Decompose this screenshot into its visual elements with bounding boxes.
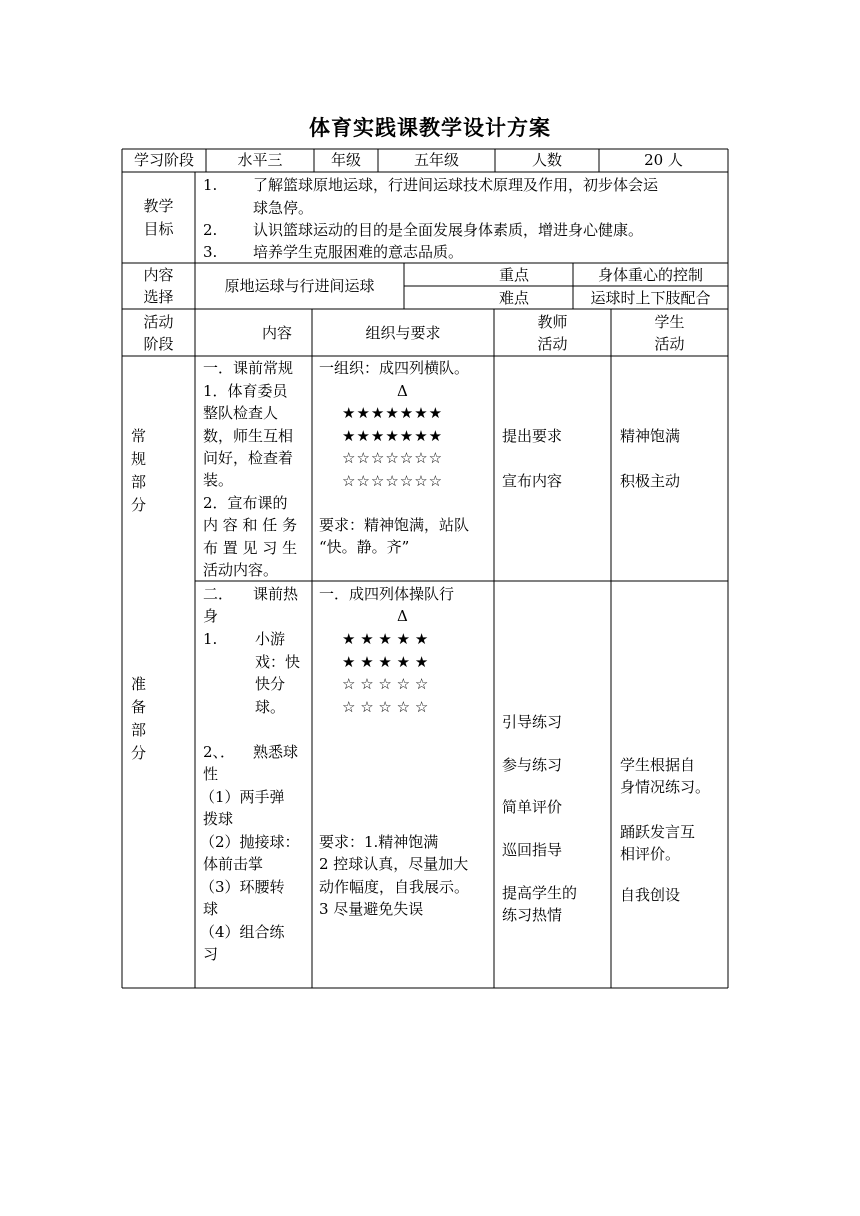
col-content: 内容 [262, 324, 293, 342]
goal-item-1 [203, 174, 658, 197]
routine-student-2: 积极主动 [620, 472, 681, 490]
warmup-requirement-line: 动作幅度，自我展示。 [319, 878, 470, 896]
warmup-teacher-line: 巡回指导 [502, 841, 563, 859]
document-title: 体育实践课教学设计方案 [309, 115, 551, 140]
warmup-stage-4: 分 [131, 744, 147, 762]
warmup-content-line: 2、． [203, 743, 236, 761]
goal-number: 1. [203, 176, 218, 194]
routine-content-line: 一．课前常规 [203, 359, 294, 377]
teacher-position-mark: Δ [397, 382, 408, 400]
routine-student-1: 精神饱满 [620, 427, 681, 445]
routine-content-line: 装。 [203, 471, 234, 489]
warmup-content-line: 性 [203, 765, 219, 783]
col-stage-2: 阶段 [143, 335, 174, 353]
warmup-student-line: 踊跃发言互 [620, 823, 696, 841]
routine-content-line: 1．体育委员 [203, 382, 288, 400]
formation-row-hollow: ☆☆☆☆☆☆☆ [342, 472, 444, 490]
content-label-1: 内容 [143, 266, 174, 284]
warmup-content-line: 小游 [255, 630, 286, 648]
warmup-student-line: 学生根据自 [620, 756, 696, 774]
goals-label-1: 教学 [143, 197, 174, 215]
warmup-student-line: 身情况练习。 [620, 778, 711, 796]
routine-stage-3: 部 [131, 473, 147, 491]
grade-value: 五年级 [413, 151, 459, 169]
content-label-2: 选择 [143, 288, 174, 306]
difficulty-label: 难点 [498, 289, 529, 307]
goal-number: 2. [203, 221, 218, 239]
warmup-teacher-line: 提高学生的 [502, 884, 578, 902]
stage-value: 水平三 [237, 151, 283, 169]
warmup-requirement-line: 3 尽量避免失误 [319, 900, 424, 918]
warmup-student-line: 相评价。 [620, 845, 681, 863]
col-student-1: 学生 [654, 313, 685, 331]
col-teacher-1: 教师 [537, 313, 568, 331]
goal-text: 认识篮球运动的目的是全面发展身体素质，增进身心健康。 [253, 221, 644, 239]
warmup-stage-1: 准 [131, 675, 147, 693]
warmup-content-line: （4）组合练 [200, 923, 285, 941]
warmup-stage-2: 备 [131, 698, 147, 716]
routine-teacher-2: 宣布内容 [502, 472, 563, 490]
warmup-content-line: 二． [203, 585, 234, 603]
warmup-stage-3: 部 [131, 721, 147, 739]
routine-content-line: 整队检查人 [203, 404, 279, 422]
goal-item-1-line-2: 球急停。 [253, 199, 314, 217]
content-value: 原地运球与行进间运球 [224, 277, 375, 295]
grade-label: 年级 [330, 151, 361, 169]
routine-content-line: 布 置 见 习 生 [203, 539, 298, 557]
routine-content-line: 数，师生互相 [203, 427, 294, 445]
warmup-student-line: 自我创设 [620, 886, 681, 904]
warmup-teacher-line: 参与练习 [502, 756, 563, 774]
goal-number: 3. [203, 243, 218, 261]
warmup-teacher-line: 练习热情 [502, 906, 563, 924]
warmup-content-line: 习 [203, 945, 219, 963]
warmup-content-line: 快分 [255, 675, 286, 693]
routine-content-line: 问好，检查着 [203, 449, 294, 467]
warmup-content-line: （1）两手弹 [200, 788, 285, 806]
difficulty-value: 运球时上下肢配合 [590, 289, 711, 307]
formation-row-hollow: ☆☆☆☆☆☆☆ [342, 449, 444, 467]
warmup-requirement-line: 要求：1.精神饱满 [319, 833, 439, 851]
routine-stage-1: 常 [131, 427, 147, 445]
warmup-content-line: 1. [203, 630, 218, 648]
goal-text: 了解篮球原地运球，行进间运球技术原理及作用，初步体会运 [253, 176, 659, 194]
formation-row-filled: ★★★★★★★ [342, 404, 444, 422]
goals-label-2: 目标 [143, 220, 174, 238]
warmup-content-line: 球 [203, 900, 219, 918]
routine-requirement-2: “快。静。齐” [319, 538, 410, 556]
col-teacher-2: 活动 [537, 335, 568, 353]
routine-stage-2: 规 [131, 450, 147, 468]
formation-row-filled: ★ ★ ★ ★ ★ [342, 653, 429, 671]
warmup-teacher-line: 简单评价 [502, 798, 563, 816]
formation-row-filled: ★ ★ ★ ★ ★ [342, 630, 429, 648]
goal-item-3 [203, 241, 463, 264]
warmup-content-line: 球。 [255, 698, 286, 716]
warmup-org-title: 一．成四列体操队行 [319, 585, 455, 603]
routine-org-title: 一组织：成四列横队。 [319, 359, 470, 377]
routine-teacher-1: 提出要求 [502, 427, 563, 445]
warmup-content-line: （3）环腰转 [200, 878, 285, 896]
formation-row-filled: ★★★★★★★ [342, 427, 444, 445]
key-point-value: 身体重心的控制 [597, 266, 703, 284]
warmup-content-line: （2）抛接球： [200, 833, 300, 851]
warmup-content-line: 熟悉球 [253, 743, 299, 761]
warmup-content-line: 戏：快 [255, 653, 301, 671]
col-stage-1: 活动 [143, 313, 174, 331]
count-label: 人数 [531, 151, 562, 169]
routine-content-line: 内 容 和 任 务 [203, 516, 298, 534]
col-organization: 组织与要求 [365, 324, 441, 342]
warmup-content-line: 体前击掌 [203, 855, 264, 873]
goal-text: 培养学生克服困难的意志品质。 [253, 243, 464, 261]
formation-row-hollow: ☆ ☆ ☆ ☆ ☆ [342, 675, 429, 693]
formation-row-hollow: ☆ ☆ ☆ ☆ ☆ [342, 698, 429, 716]
col-student-2: 活动 [654, 335, 685, 353]
warmup-content-line: 拨球 [203, 810, 234, 828]
stage-label: 学习阶段 [133, 151, 194, 169]
routine-content-line: 2．宣布课的 [203, 494, 288, 512]
warmup-content-line: 课前热 [253, 585, 299, 603]
routine-requirement-1: 要求：精神饱满，站队 [319, 516, 470, 534]
routine-content-line: 活动内容。 [203, 561, 279, 579]
routine-stage-4: 分 [131, 496, 147, 514]
warmup-teacher-line: 引导练习 [502, 713, 563, 731]
warmup-requirement-line: 2 控球认真，尽量加大 [319, 855, 469, 873]
count-value: 20 人 [644, 151, 683, 169]
warmup-content-line: 身 [203, 607, 219, 625]
goal-item-2 [203, 219, 643, 242]
teacher-position-mark: Δ [397, 607, 408, 625]
key-point-label: 重点 [498, 266, 529, 284]
